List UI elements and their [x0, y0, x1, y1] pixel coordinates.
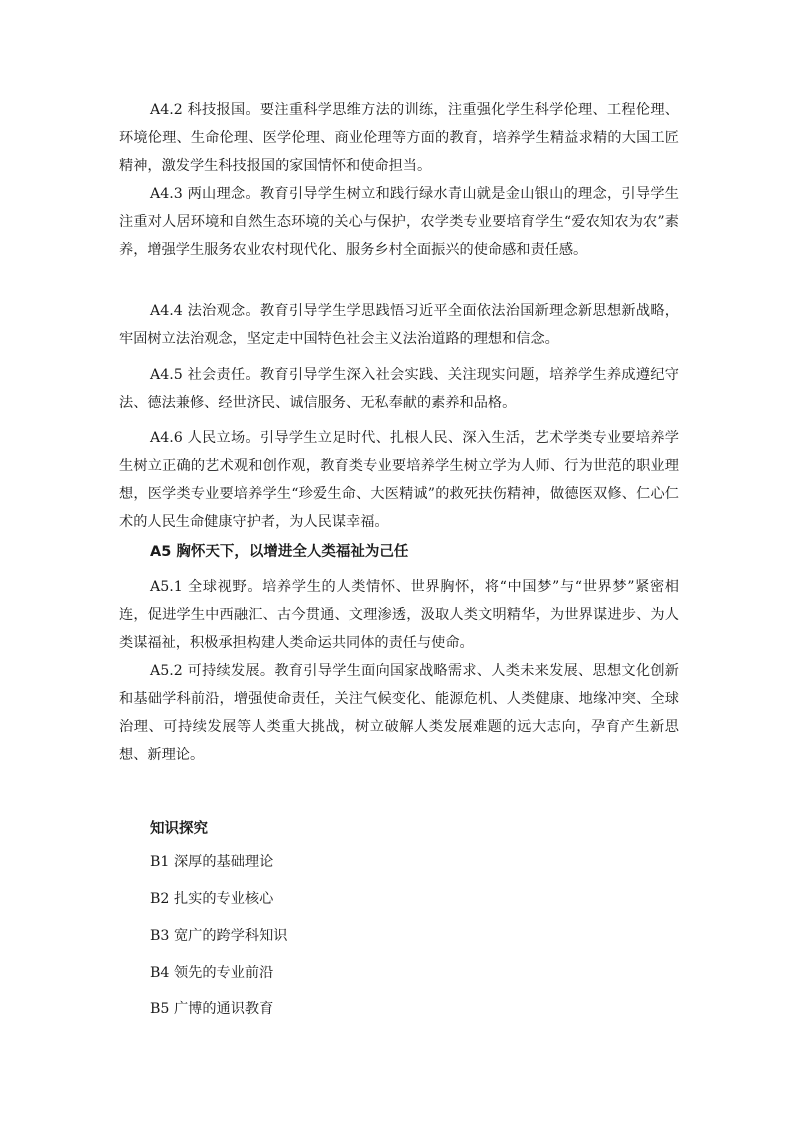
- list-item-b3: B3 宽广的跨学科知识: [150, 928, 288, 944]
- paragraph-a4-4: A4.4 法治观念。教育引导学生学思践悟习近平全面依法治国新理念新思想新战略，牢固树立法治观念，坚定走中国特色社会主义法治道路的理想和信念。: [119, 303, 679, 347]
- list-item-b1: B1 深厚的基础理论: [150, 854, 274, 870]
- list-item-b4: B4 领先的专业前沿: [150, 965, 274, 981]
- paragraph-a4-3: A4.3 两山理念。教育引导学生树立和践行绿水青山就是金山银山的理念，引导学生注重对人居环境和自然生态环境的关心与保护，农学类专业要培育学生“爱农知农为农”素养，增强学生服务农业农村现代化、服务乡村全面振兴的使命感和责任感。: [119, 186, 679, 258]
- paragraph-a5-1: A5.1 全球视野。培养学生的人类情怀、世界胸怀，将“中国梦”与“世界梦”紧密相连，促进学生中西融汇、古今贯通、文理渗透，汲取人类文明精华，为世界谋进步、为人类谋福祉，积极承担构建人类命运共同体的责任与使命。: [119, 579, 679, 651]
- list-item-b5: B5 广博的通识教育: [150, 1001, 274, 1017]
- section-heading-a5: A5 胸怀天下，以增进全人类福祉为己任: [150, 544, 409, 560]
- paragraph-a5-2: A5.2 可持续发展。教育引导学生面向国家战略需求、人类未来发展、思想文化创新和基础学科前沿，增强使命责任，关注气候变化、能源危机、人类健康、地缘冲突、全球治理、可持续发展等人类重大挑战，树立破解人类发展难题的远大志向，孕育产生新思想、新理论。: [119, 663, 679, 763]
- paragraph-a4-5: A4.5 社会责任。教育引导学生深入社会实践、关注现实问题，培养学生养成遵纪守法、德法兼修、经世济民、诚信服务、无私奉献的素养和品格。: [119, 367, 679, 411]
- paragraph-a4-2: A4.2 科技报国。要注重科学思维方法的训练，注重强化学生科学伦理、工程伦理、环境伦理、生命伦理、医学伦理、商业伦理等方面的教育，培养学生精益求精的大国工匠精神，激发学生科技报国的家国情怀和使命担当。: [119, 102, 679, 174]
- paragraph-a4-6: A4.6 人民立场。引导学生立足时代、扎根人民、深入生活，艺术学类专业要培养学生树立正确的艺术观和创作观，教育类专业要培养学生树立学为人师、行为世范的职业理想，医学类专业要培养学生“珍爱生命、大医精诚”的救死扶伤精神，做德医双修、仁心仁术的人民生命健康守护者，为人民谋幸福。: [119, 430, 679, 530]
- list-item-b2: B2 扎实的专业核心: [150, 891, 274, 907]
- section-heading-knowledge: 知识探究: [150, 821, 208, 837]
